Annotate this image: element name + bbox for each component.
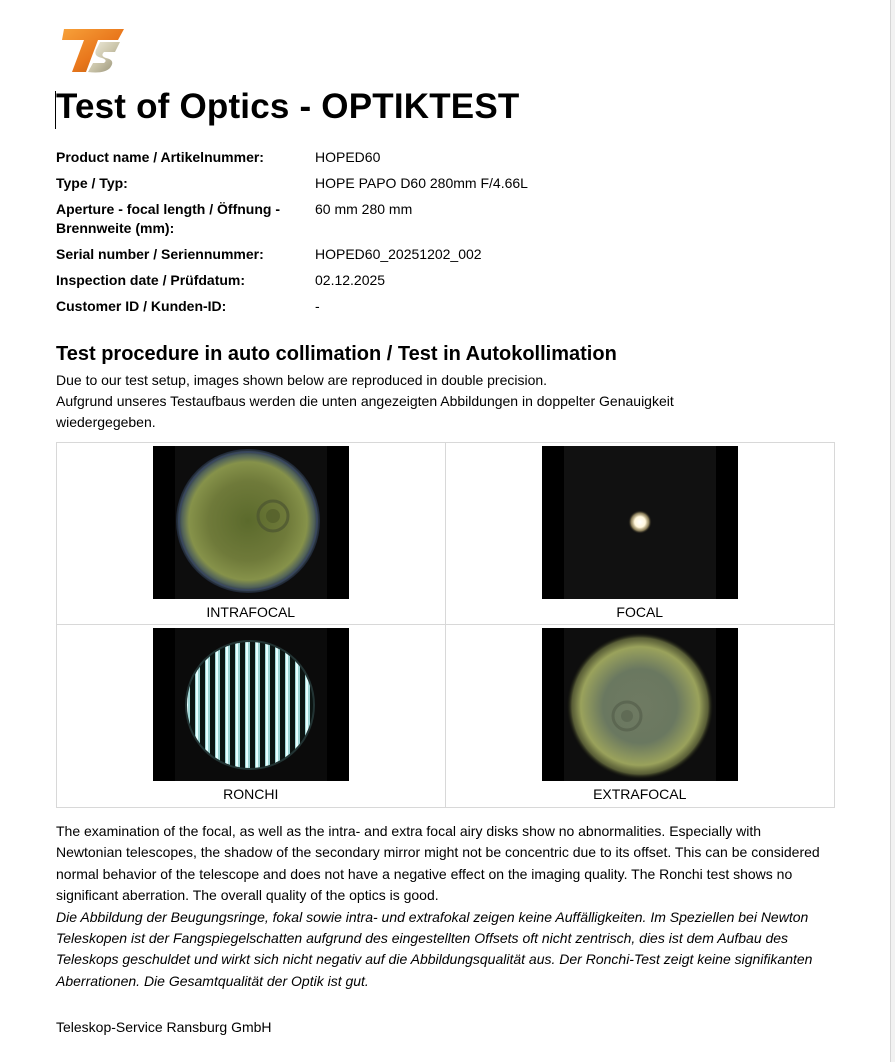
info-value: HOPED60 [315, 149, 381, 165]
info-row-type [56, 174, 816, 193]
info-row-customer-id [56, 297, 816, 316]
caption-ronchi: RONCHI [223, 786, 279, 802]
info-value: - [315, 298, 320, 314]
intro-english: Due to our test setup, images shown below are reproduced in double precision. [56, 372, 548, 388]
extrafocal-image [542, 628, 738, 781]
info-label: Inspection date / Prüfdatum: [56, 272, 246, 288]
info-label: Type / Typ: [56, 175, 128, 191]
ronchi-image [153, 628, 349, 781]
info-row-serial-number [56, 245, 816, 264]
info-label: Serial number / Seriennummer: [56, 246, 264, 262]
info-row-inspection-date [56, 271, 816, 290]
info-row-product-name [56, 148, 816, 167]
test-image-grid [56, 442, 835, 808]
info-label: Aperture - focal length / Öffnung - Brennweite (mm): [56, 201, 280, 236]
info-label: Product name / Artikelnummer: [56, 149, 264, 165]
image-cell-ronchi [57, 625, 446, 807]
intro-german: Aufgrund unseres Testaufbaus werden die unten angezeigten Abbildungen in doppelter Genauigkeit wiedergegeben. [56, 393, 674, 430]
procedure-intro [56, 370, 756, 433]
caption-extrafocal: EXTRAFOCAL [593, 786, 687, 802]
image-cell-extrafocal [446, 625, 835, 807]
page-title-text: Test of Optics - OPTIKTEST [56, 87, 520, 126]
summary-german: Die Abbildung der Beugungsringe, fokal sowie intra- und extrafokal zeigen keine Auffälligkeiten. Im Speziellen bei Newton Teleskopen ist der Fangspiegelschatten aufgrund des eingestellten Offsets oft nicht zentrisch, dies ist dem Aufbau des Teleskops geschuldet und wirkt sich nicht negativ auf die Abbildungsqualität aus. Der Ronchi-Test zeigt keine signifikanten Aberrationen. Die Gesamtqualität der Optik ist gut. [56, 908, 813, 989]
page-scrollbar[interactable] [890, 0, 895, 1062]
intrafocal-image [153, 446, 349, 599]
company-name: Teleskop-Service Ransburg GmbH [56, 1019, 272, 1035]
info-value: 60 mm 280 mm [315, 201, 413, 217]
info-label: Customer ID / Kunden-ID: [56, 298, 227, 314]
summary-english: The examination of the focal, as well as the intra- and extra focal airy disks show no abnormalities. Especially with Newtonian telescopes, the shadow of the secondary mirror might not be concentric due to its offset. This can be considered normal behavior of the telescope and does not have a negative effect on the imaging quality. The Ronchi test shows no significant aberration. The overall quality of the optics is good. [56, 823, 820, 904]
image-cell-focal [446, 443, 835, 625]
focal-image [542, 446, 738, 599]
summary-text [56, 821, 821, 992]
caption-focal: FOCAL [616, 604, 664, 620]
caption-intrafocal: INTRAFOCAL [206, 604, 296, 620]
page-title [56, 87, 519, 127]
info-value: HOPED60_20251202_002 [315, 246, 482, 262]
text-cursor [55, 91, 56, 129]
info-row-aperture [56, 200, 816, 238]
info-value: HOPE PAPO D60 280mm F/4.66L [315, 175, 528, 191]
company-logo [60, 26, 126, 74]
product-info-table [56, 148, 816, 323]
section-title: Test procedure in auto collimation / Test in Autokollimation [56, 343, 617, 365]
info-value: 02.12.2025 [315, 272, 386, 288]
image-cell-intrafocal [57, 443, 446, 625]
